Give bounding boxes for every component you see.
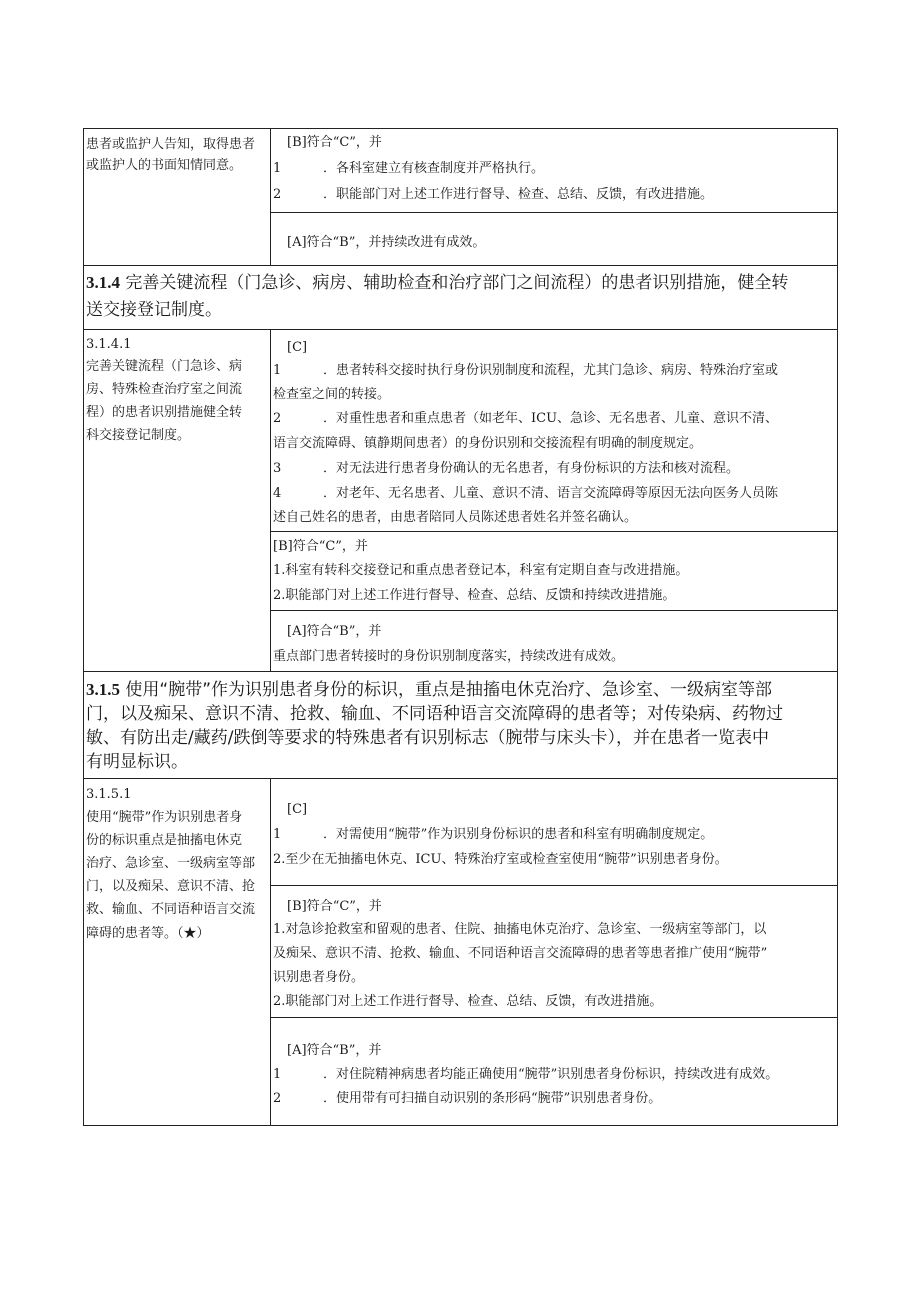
block2-c-item4-line2: 述自己姓名的患者，由患者陪同人员陈述患者姓名并签名确认。 xyxy=(273,510,638,525)
column-divider-1 xyxy=(270,128,271,265)
row-divider-c-b-3 xyxy=(270,885,838,886)
block2-left-line-4: 程）的患者识别措施健全转 xyxy=(86,405,243,420)
block3-a-item1-num: 1 xyxy=(273,1067,282,1082)
row-divider-c-b-2 xyxy=(270,531,838,532)
section-315-title-1: 使用“腕带”作为识别患者身份的标识，重点是抽搐电休克治疗、急诊室、一级病室等部 xyxy=(125,680,773,700)
block2-a-title: [A]符合“B”，并 xyxy=(287,624,382,639)
row-divider-b-a-3 xyxy=(270,1017,838,1018)
block3-left-line-5: 门，以及痴呆、意识不清、抢 xyxy=(86,879,256,894)
block2-left-line-5: 科交接登记制度。 xyxy=(86,428,191,443)
block1-b-title: [B]符合“C”，并 xyxy=(287,135,382,150)
block1-a-title: [A]符合“B”，并持续改进有成效。 xyxy=(287,235,486,250)
section-315-heading-line-4: 有明显标识。 xyxy=(86,752,188,772)
block2-b-title: [B]符合“C”，并 xyxy=(273,539,368,554)
block2-c-item2-line2: 语言交流障碍、镇静期间患者）的身份识别和交接流程有明确的制度规定。 xyxy=(273,436,703,451)
block3-left-line-3: 份的标识重点是抽搐电休克 xyxy=(86,833,243,848)
block1-b-item2-num: 2 xyxy=(273,187,282,202)
block3-b-line-1: 1.对急诊抢救室和留观的患者、住院、抽搐电休克治疗、急诊室、一级病室等部门，以 xyxy=(273,922,767,937)
section-315-heading-line-3: 敏、有防出走/藏药/跌倒等要求的特殊患者有识别标志（腕带与床头卡），并在患者一览表中 xyxy=(86,728,769,748)
block3-c-title: [C] xyxy=(287,802,308,817)
block3-left-line-7: 障碍的患者等。（★） xyxy=(86,926,210,941)
block3-c-item1-text: ．对需使用“腕带”作为识别身份标识的患者和科室有明确制度规定。 xyxy=(323,827,714,842)
block2-c-item4-line1: ．对老年、无名患者、儿童、意识不清、语言交流障碍等原因无法向医务人员陈 xyxy=(323,486,779,501)
block3-left-line-1: 3.1.5.1 xyxy=(86,787,132,802)
table-top-border xyxy=(83,128,838,129)
block1-b-item1-num: 1 xyxy=(273,161,282,176)
block3-b-title: [B]符合“C”，并 xyxy=(287,899,382,914)
block2-c-item3-num: 3 xyxy=(273,461,282,476)
block1-b-item1-text: ．各科室建立有核查制度并严格执行。 xyxy=(323,161,545,176)
row-divider-section-314-top xyxy=(83,265,838,266)
block2-c-item2-line1: ．对重性患者和重点患者（如老年、ICU、急诊、无名患者、儿童、意识不清、 xyxy=(323,411,779,426)
row-divider-b-a-2 xyxy=(270,610,838,611)
section-315-heading-line-2: 门，以及痴呆、意识不清、抢救、输血、不同语种语言交流障碍的患者等；对传染病、药物过 xyxy=(86,704,783,724)
table-bottom-border xyxy=(83,1125,838,1126)
block2-b-item2: 2.职能部门对上述工作进行督导、检查、总结、反馈和持续改进措施。 xyxy=(273,588,676,603)
column-divider-3 xyxy=(270,778,271,1126)
row-divider-section-315-bottom xyxy=(83,778,838,779)
block2-c-item1-num: 1 xyxy=(273,363,282,378)
block3-left-line-2: 使用“腕带”作为识别患者身 xyxy=(86,810,243,825)
section-315-heading-line-1 xyxy=(86,677,772,703)
block1-b-item2-text: ．职能部门对上述工作进行督导、检查、总结、反馈，有改进措施。 xyxy=(323,187,714,202)
block2-left-line-2: 完善关键流程（门急诊、病 xyxy=(86,359,243,374)
block1-left-line-2: 或监护人的书面知情同意。 xyxy=(86,158,243,173)
block3-b-line-3: 识别患者身份。 xyxy=(273,970,365,985)
section-314-title-1: 完善关键流程（门急诊、病房、辅助检查和治疗部门之间流程）的患者识别措施，健全转 xyxy=(125,273,789,293)
block2-c-item1-line2: 检查室之间的转接。 xyxy=(273,387,391,402)
block3-a-item2-text: ．使用带有可扫描自动识别的条形码“腕带”识别患者身份。 xyxy=(323,1091,662,1106)
block3-a-title: [A]符合“B”，并 xyxy=(287,1043,382,1058)
table-left-border xyxy=(83,128,84,1126)
block2-c-title: [C] xyxy=(287,340,308,355)
section-314-number: 3.1.4 xyxy=(86,273,120,292)
block2-c-item3-line1: ．对无法进行患者身份确认的无名患者，有身份标识的方法和核对流程。 xyxy=(323,461,740,476)
row-divider-section-315-top xyxy=(83,671,838,672)
block2-left-line-1: 3.1.4.1 xyxy=(86,337,132,352)
row-divider-b-a-1 xyxy=(270,212,838,213)
row-divider-section-314-bottom xyxy=(83,329,838,330)
section-314-heading-line-1 xyxy=(86,270,788,296)
block3-a-item2-num: 2 xyxy=(273,1091,282,1106)
section-314-heading-line-2: 送交接登记制度。 xyxy=(86,300,222,320)
block3-c-item1-num: 1 xyxy=(273,827,282,842)
block2-b-item1: 1.科室有转科交接登记和重点患者登记本，科室有定期自查与改进措施。 xyxy=(273,563,689,578)
table-right-border xyxy=(837,128,838,1126)
block3-b-line-2: 及痴呆、意识不清、抢救、输血、不同语种语言交流障碍的患者等患者推广使用“腕带” xyxy=(273,946,768,961)
block3-left-line-6: 救、输血、不同语种语言交流 xyxy=(86,902,256,917)
block3-left-line-4: 治疗、急诊室、一级病室等部 xyxy=(86,856,256,871)
block2-a-text: 重点部门患者转接时的身份识别制度落实，持续改进有成效。 xyxy=(273,649,625,664)
section-315-number: 3.1.5 xyxy=(86,680,120,699)
block3-b-line-4: 2.职能部门对上述工作进行督导、检查、总结、反馈，有改进措施。 xyxy=(273,994,663,1009)
block1-left-line-1: 患者或监护人告知，取得患者 xyxy=(86,137,256,152)
block3-c-item2-text: 2.至少在无抽搐电休克、ICU、特殊治疗室或检查室使用“腕带”识别患者身份。 xyxy=(273,852,728,867)
block3-a-item1-text: ．对住院精神病患者均能正确使用“腕带”识别患者身份标识，持续改进有成效。 xyxy=(323,1067,779,1082)
block2-left-line-3: 房、特殊检查治疗室之间流 xyxy=(86,382,243,397)
block2-c-item2-num: 2 xyxy=(273,411,282,426)
block2-c-item4-num: 4 xyxy=(273,486,282,501)
block2-c-item1-line1: ．患者转科交接时执行身份识别制度和流程，尤其门急诊、病房、特殊治疗室或 xyxy=(323,363,779,378)
column-divider-2 xyxy=(270,329,271,671)
